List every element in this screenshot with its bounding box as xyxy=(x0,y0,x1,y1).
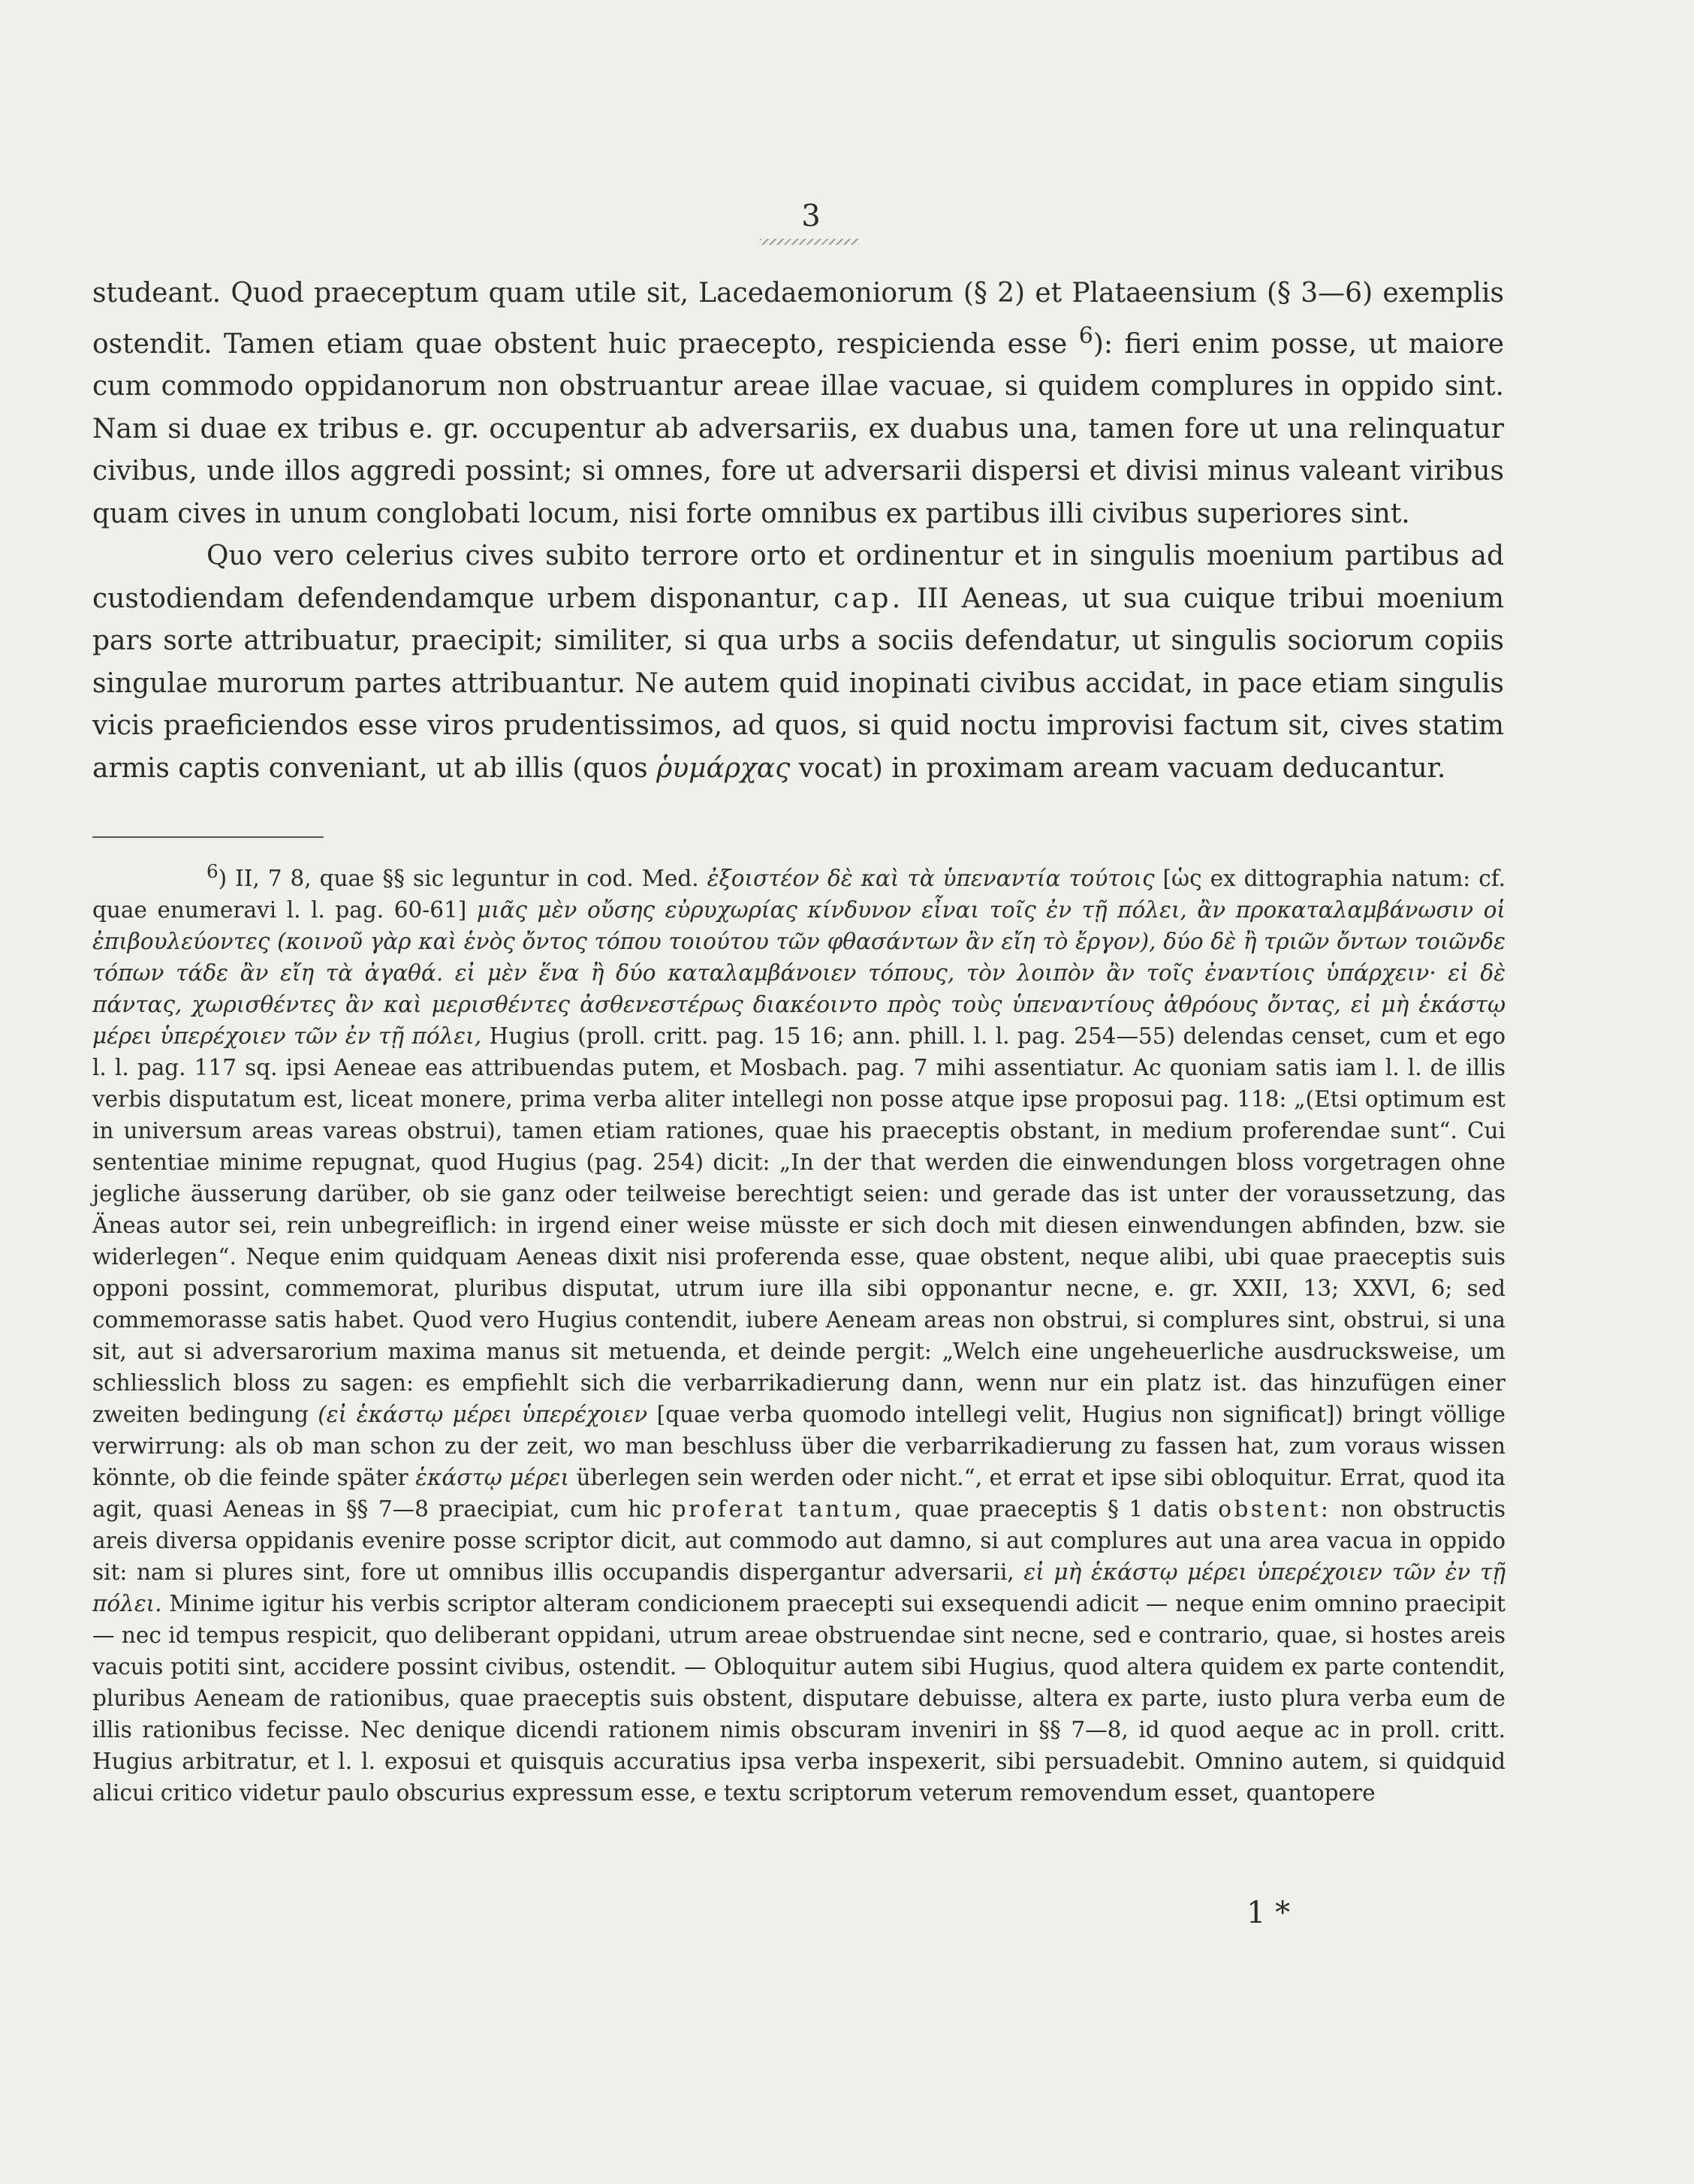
footnote-text-3: Hugius (proll. critt. pag. 15 16; ann. phill. l. l. pag. 254—55) delendas censet, cum et ego l. l. pag. 117 sq. ipsi Aeneae eas attribuendas putem, et Mosbach. pag. 7 mihi assentiatur. Ac quoniam satis iam l. l. de illis verbis disputatum est, liceat monere, prima verba aliter intellegi non posse atque ipse proposui pag. 118: „(Etsi optimum est in universum areas vareas obstrui), tamen etiam rationes, quae his praeceptis obstant, in medium proferendae sunt“. Cui sententiae minime repugnat, quod Hugius (pag. 254) dicit: „In der that werden die einwendungen bloss vorgetragen ohne jegliche äusserung darüber, ob sie ganz oder teilweise berechtigt seien: und gerade das ist unter der voraussetzung, das Äneas autor sei, rein unbegreiflich: in irgend einer weise müsste er sich doch mit diesen einwendungen abfinden, bzw. sie widerlegen“. Neque enim quidquam Aeneas dixit nisi proferenda esse, quae obstent, neque alibi, ubi quae praeceptis suis opponi possint, commemorat, pluribus disputat, utrum iure illa sibi opponantur necne, e. gr. XXII, 13; XXVI, 6; sed commemorasse satis habet. Quod vero Hugius contendit, iubere Aeneam areas non obstrui, si complures sint, obstrui, si una sit, aut si adversarorium maxima manus sit metuenda, et deinde pergit: „Welch eine ungeheuerliche ausdrucksweise, um schliesslich bloss zu sagen: es empfiehlt sich die verbarrikadierung dann, wenn nur ein platz ist. das hinzufügen einer zweiten bedingung xyxy=(92,1023,1506,1427)
greek-quote-5: εἰ μὴ ἑκάστῳ μέρει ὑπερέχοιεν τῶν ἐν τῇ πόλει. xyxy=(92,1559,1506,1616)
footnote-separator xyxy=(92,836,324,838)
page-number: 3 xyxy=(801,199,821,233)
footnote-reference: 6 xyxy=(1078,322,1093,349)
footnote-6 xyxy=(92,856,1506,1809)
greek-quote-4: ἑκάστῳ μέρει xyxy=(415,1464,570,1490)
paragraph-1-text-cont: : fieri enim posse, ut maiore cum commodo oppidanorum non obstruantur areae illae vacuae, si quidem complures in oppido sint. Nam si duae ex tribus e. gr. occupentur ab adversariis, ex duabus una, tamen fore ut una relinquatur civibus, unde illos aggredi possint; si omnes, fore ut adversarii dispersi et divisi minus valeant viribus quam cives in unum conglobati locum, nisi forte omnibus ex partibus illi civibus superiores sint. xyxy=(92,328,1504,529)
spaced-emphasis-2: obstent: xyxy=(1218,1496,1331,1522)
paragraph-2 xyxy=(92,535,1504,790)
footnote-text-5: überlegen sein werden oder nicht.“, et errat et ipse sibi obloquitur. Errat, quod ita agit, quasi Aeneas in §§ 7—8 praecipiat, cum hic xyxy=(92,1464,1506,1522)
chapter-label: cap. xyxy=(833,583,904,614)
page-number-ornament xyxy=(760,239,859,245)
footnote-text-7: non obstructis areis diversa oppidanis evenire posse scriptor dicit, aut commodo aut damno, si aut complures aut una area vacua in oppido sit: nam si plures sint, fore ut omnibus illis occupandis dispergantur adversarii, xyxy=(92,1496,1506,1585)
footnote-text-8: Minime igitur his verbis scriptor alteram condicionem praecepti sui exsequendi adicit — neque enim omnino praecipit — nec id tempus respicit, quo deliberant oppidani, utrum areae obstruendae sint necne, sed e contrario, quae, si hostes areis vacuis potiti sint, accidere possint civibus, ostendit. — Obloquitur autem sibi Hugius, quod altera quidem ex parte contendit, pluribus Aeneam de rationibus, quae praeceptis suis obstent, disputare debuisse, altera ex parte, iusto plura verba eum de illis rationibus fecisse. Nec denique dicendi rationem nimis obscuram inveniri in §§ 7—8, id quod aeque ac in proll. critt. Hugius arbitratur, et l. l. exposui et quisquis accuratius ipsa verba inspexerit, sibi persuadebit. Omnino autem, si quidquid alicui critico videtur paulo obscurius expressum esse, e textu scriptorum veterum removendum esset, quantopere xyxy=(92,1590,1506,1806)
greek-quote-2: μιᾶς μὲν οὔσης εὐρυχωρίας κίνδυνον εἶναι τοῖς ἐν τῇ πόλει, ἂν προκαταλαμβάνωσιν οἱ ἐπιβουλεύοντες (κοινοῦ γὰρ καὶ ἑνὸς ὄντος τόπου τοιούτου τῶν φθασάντων ἂν εἴη τὸ ἔργον), δύο δὲ ἢ τριῶν ὄντων τοιῶνδε τόπων τάδε ἂν εἴη τὰ ἀγαθά. εἰ μὲν ἕνα ἢ δύο καταλαμβάνοιεν τόπους, τὸν λοιπὸν ἂν τοῖς ἐναντίοις ὑπάρχειν· εἰ δὲ πάντας, χωρισθέντες ἂν καὶ μερισθέντες ἀσθενεστέρως διακέοιντο πρὸς τοὺς ὑπεναντίους ἀθρόους ὄντας, εἰ μὴ ἑκάστῳ μέρει ὑπερέχοιεν τῶν ἐν τῇ πόλει, xyxy=(92,896,1506,1049)
footnote-text-4: [quae verba quomodo intellegi velit, Hugius non significat]) bringt völlige verwirrung: als ob man schon zu der zeit, wo man beschluss über die verbarrikadierung zu fassen hat, zum voraus wissen könnte, ob die feinde später xyxy=(92,1401,1506,1490)
paragraph-2-text-cont: III Aeneas, ut sua cuique tribui moenium pars sorte attribuatur, praecipit; similiter, si qua urbs a sociis defendatur, ut singulis sociorum copiis singulae murorum partes attribuantur. Ne autem quid inopinati civibus accidat, in pace etiam singulis vicis praeficiendos esse viros prudentissimos, ad quos, si quid noctu improvisi factum sit, cives statim armis captis conveniant, ut ab illis (quos xyxy=(92,583,1504,784)
greek-term: ῥυμάρχας xyxy=(656,752,791,784)
greek-quote-3: (εἰ ἑκάστῳ μέρει ὑπερέχοιεν xyxy=(318,1401,648,1427)
footnote-text-1: ) II, 7 8, quae §§ sic leguntur in cod. Med. xyxy=(218,865,699,891)
paragraph-1-text: studeant. Quod praeceptum quam utile sit, Lacedaemoniorum (§ 2) et Plataeensium (§ 3—6) exemplis ostendit. Tamen etiam quae obstent huic praecepto, respicienda esse xyxy=(92,278,1504,360)
footnote-marker: 6 xyxy=(206,860,219,882)
paragraph-2-text-end: vocat) in proximam aream vacuam deducantur. xyxy=(798,752,1446,784)
spaced-emphasis-1: proferat tantum, xyxy=(671,1496,905,1522)
greek-quote-1: ἐξοιστέον δὲ καὶ τὰ ὑπεναντία τούτοις xyxy=(707,865,1155,891)
footnotes xyxy=(92,856,1506,1809)
paragraph-2-text: Quo vero celerius cives subito terrore orto et ordinentur et in singulis moenium partibus ad custodiendam defendendamque urbem disponantur, xyxy=(92,541,1504,614)
main-text xyxy=(92,273,1504,790)
footnote-text-6: quae praeceptis § 1 datis xyxy=(914,1496,1208,1522)
footnote-text-2: [ὡς ex dittographia natum: cf. quae enumeravi l. l. pag. 60-61] xyxy=(92,865,1506,923)
signature-mark: 1 * xyxy=(1246,1896,1291,1930)
paragraph-1: studeant. Quod praeceptum quam utile sit, Lacedaemoniorum (§ 2) et Plataeensium (§ 3—6) exemplis ostendit. Tamen etiam quae obstent huic praecepto, respicienda esse $^6$): fieri enim posse, ut maiore cum commodo oppidanorum non obstruantur areae illae vacuae, si quidem complures in oppido sint. Nam si duae ex tribus e. gr. occupentur ab adversariis, ex duabus una, tamen fore ut una relinquatur civibus, unde illos aggredi possint; si omnes, fore ut adversarii dispersi et divisi minus valeant viribus quam cives in unum conglobati locum, nisi forte omnibus ex partibus illi civibus superiores sint. xyxy=(92,278,1504,529)
